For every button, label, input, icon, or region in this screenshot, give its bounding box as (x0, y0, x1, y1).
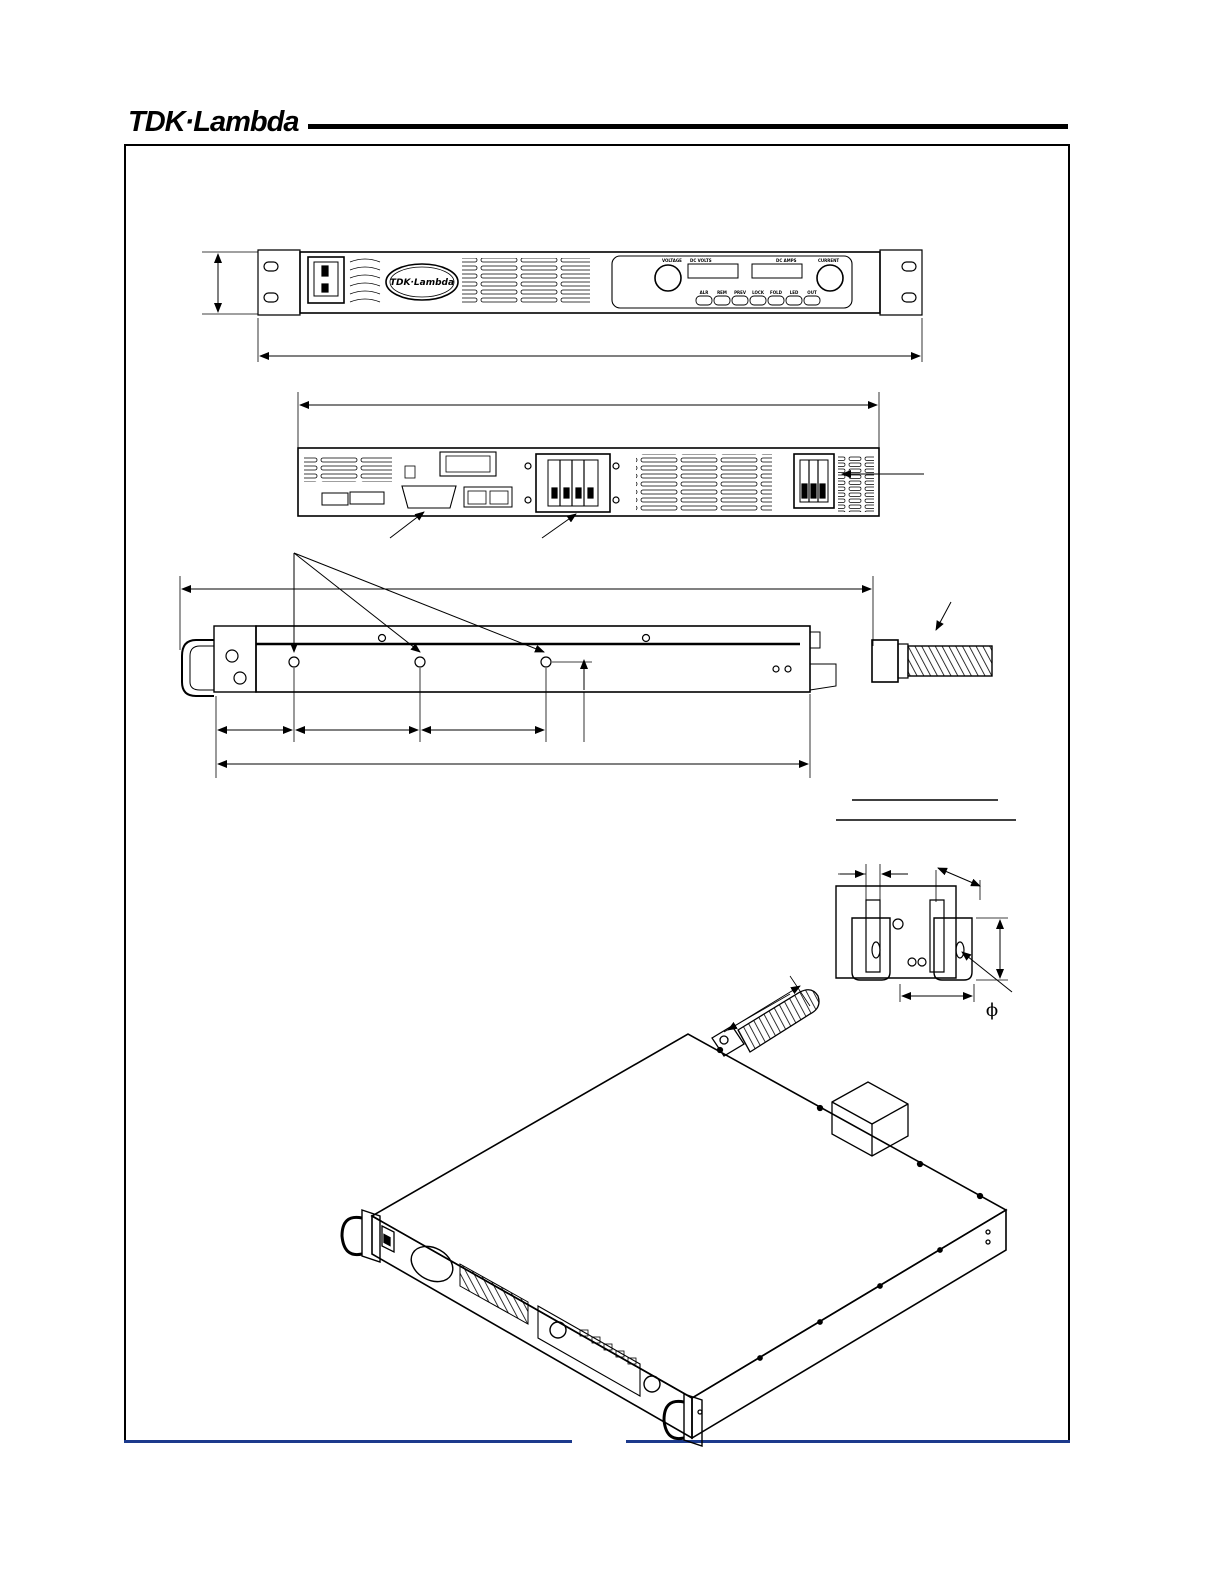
isometric-view (342, 976, 1006, 1446)
front-logo-text: TDK·Lambda (389, 278, 455, 288)
current-label: CURRENT (818, 258, 840, 263)
phi-symbol: ϕ (985, 1000, 999, 1021)
front-button-label: LED (789, 290, 799, 295)
rear-view (298, 392, 924, 538)
front-button-label: OUT (807, 290, 817, 295)
dc-volts-label: DC VOLTS (690, 258, 712, 263)
voltage-label: VOLTAGE (662, 258, 682, 263)
front-button-label: LOCK (752, 290, 764, 295)
front-button-label: REM (717, 290, 727, 295)
front-button-label: PREV (734, 290, 746, 295)
dc-amps-label: DC AMPS (776, 258, 797, 263)
brand-logo: TDK·Lambda (128, 106, 299, 138)
terminal-detail (836, 800, 1016, 1002)
front-view (202, 250, 922, 362)
side-view (180, 553, 992, 778)
front-button-label: FOLD (769, 290, 783, 295)
front-button-label: ALR (699, 290, 709, 295)
